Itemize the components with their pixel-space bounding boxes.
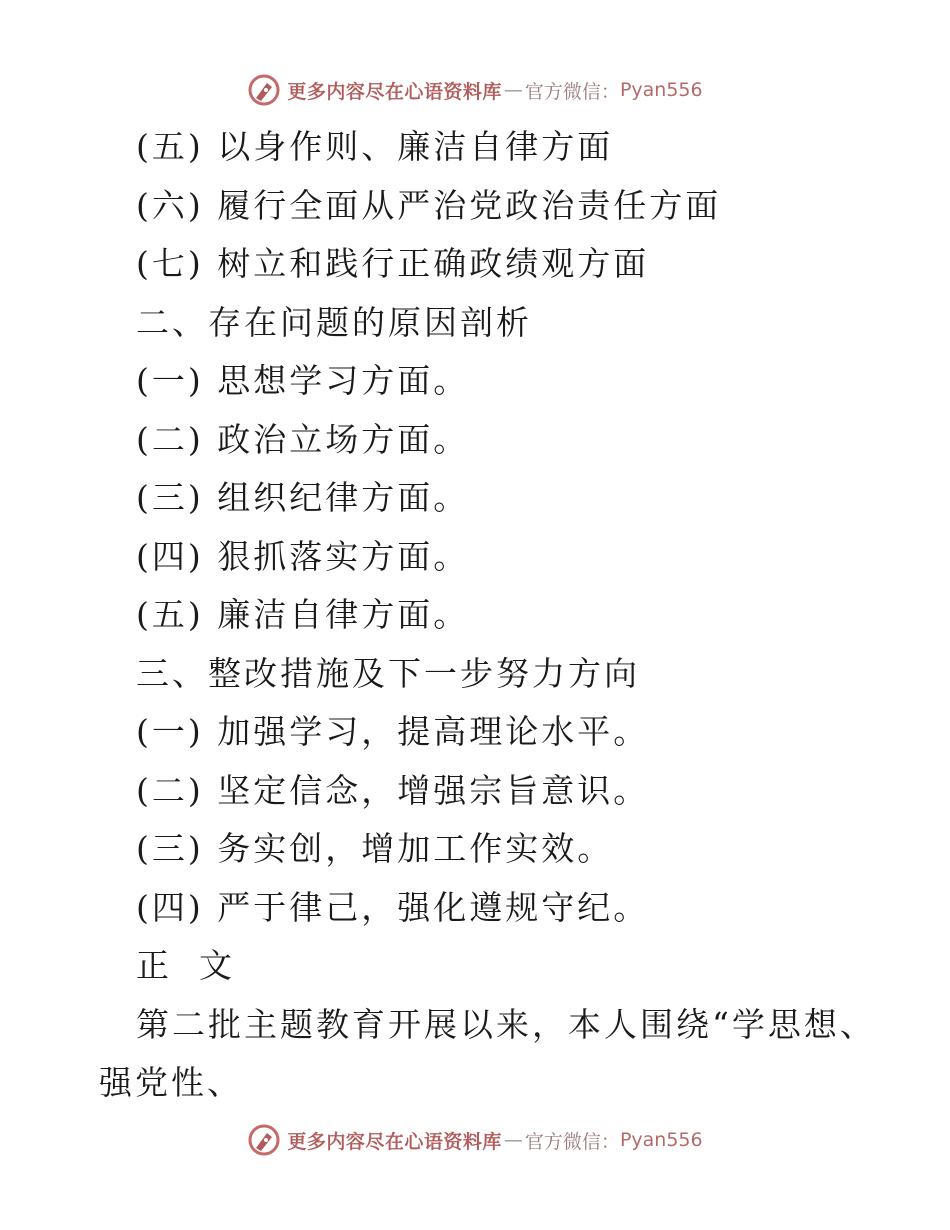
outline-item: (二) 坚定信念，增强宗旨意识。 (136, 770, 650, 810)
outline-item: (四) 狠抓落实方面。 (136, 536, 470, 576)
footer-watermark (0, 1120, 950, 1160)
outline-item: (三) 务实创，增加工作实效。 (136, 829, 614, 868)
pen-nib-logo-icon (247, 73, 281, 107)
watermark-wechat-id: Pyan556 (619, 79, 703, 101)
header-watermark (0, 70, 950, 110)
paragraph-line: 第二批主题教育开展以来，本人围绕“学思想、 (136, 1004, 876, 1044)
watermark-site-text: 更多内容尽在心语资料库 (287, 1130, 502, 1153)
watermark-site-text: 更多内容尽在心语资料库 (287, 80, 502, 103)
paragraph-line: 强党性、 (99, 1063, 243, 1102)
body-heading: 正 文 (136, 946, 235, 985)
watermark-wechat-id: Pyan556 (619, 1129, 703, 1151)
document-body (0, 118, 950, 1113)
outline-item: (六) 履行全面从严治党政治责任方面 (136, 185, 722, 225)
outline-item: (五) 廉洁自律方面。 (136, 595, 470, 634)
section-heading: 三、整改措施及下一步努力方向 (136, 653, 640, 693)
outline-item: (一) 加强学习，提高理论水平。 (136, 712, 650, 751)
watermark-wechat-label: 官方微信： (524, 1130, 620, 1153)
outline-item: (五) 以身作则、廉洁自律方面 (136, 127, 614, 166)
outline-item: (二) 政治立场方面。 (136, 419, 470, 459)
section-heading: 二、存在问题的原因剖析 (136, 302, 532, 342)
outline-item: (三) 组织纪律方面。 (136, 478, 470, 517)
outline-item: (四) 严于律己，强化遵规守纪。 (136, 887, 650, 927)
pen-nib-logo-icon (247, 1123, 281, 1157)
outline-item: (七) 树立和践行正确政绩观方面 (136, 244, 650, 283)
watermark-wechat-label: 官方微信： (524, 80, 620, 103)
watermark-separator: — (503, 1129, 523, 1151)
outline-item: (一) 思想学习方面。 (136, 361, 470, 400)
watermark-separator: — (503, 79, 523, 101)
